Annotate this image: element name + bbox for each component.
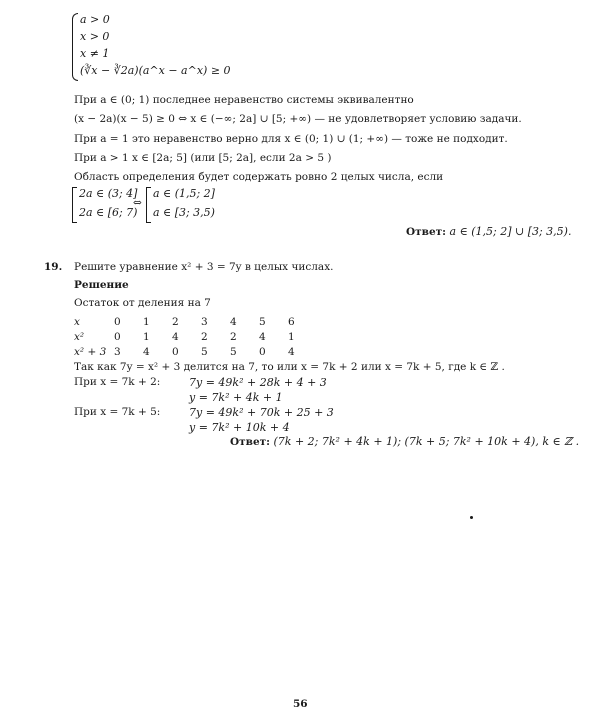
condition-right-1: a ∈ (1,5; 2] xyxy=(153,187,215,200)
answer-1 xyxy=(406,225,571,238)
table-cell: 4 xyxy=(230,315,237,328)
table-cell: 1 xyxy=(143,330,150,343)
table-cell: 5 xyxy=(201,345,208,358)
answer-2-value: (7k + 2; 7k² + 4k + 1); (7k + 5; 7k² + 10k + 4), k ∈ ℤ . xyxy=(270,435,580,448)
problem-number: 19. xyxy=(44,261,63,273)
answer-1-value: a ∈ (1,5; 2] ∪ [3; 3,5). xyxy=(446,225,572,238)
table-cell: 2 xyxy=(230,330,237,343)
page-number: 56 xyxy=(293,698,308,710)
table-cell: 2 xyxy=(201,330,208,343)
case-2-equation-1: 7y = 49k² + 70k + 25 + 3 xyxy=(189,406,334,419)
condition-left-2: 2a ∈ [6; 7) xyxy=(79,206,138,219)
equivalence-arrow: ⇔ xyxy=(133,197,142,209)
answer-2 xyxy=(230,435,579,448)
table-row-head: x² xyxy=(74,330,85,343)
table-row-head: x xyxy=(74,315,80,328)
system-line-2: x > 0 xyxy=(80,30,110,43)
paragraph-case-a-greater-1: При a > 1 x ∈ [2a; 5] (или [5; 2a], если 2a > 5 ) xyxy=(74,152,332,164)
table-cell: 1 xyxy=(288,330,295,343)
table-cell: 6 xyxy=(288,315,295,328)
table-cell: 3 xyxy=(114,345,121,358)
table-cell: 4 xyxy=(259,330,266,343)
system-line-4: (∛x − ∛2a)(a^x − a^x) ≥ 0 xyxy=(80,64,231,77)
case-2-equation-2: y = 7k² + 10k + 4 xyxy=(189,421,290,434)
answer-1-label: Ответ: xyxy=(406,226,447,238)
condition-left-1: 2a ∈ (3; 4] xyxy=(79,187,138,200)
case-1-label: При x = 7k + 2: xyxy=(74,376,161,388)
table-cell: 0 xyxy=(259,345,266,358)
system-line-3: x ≠ 1 xyxy=(80,47,110,60)
condition-right-2: a ∈ [3; 3,5) xyxy=(153,206,215,219)
table-cell: 4 xyxy=(143,345,150,358)
answer-2-label: Ответ: xyxy=(230,436,271,448)
table-cell: 5 xyxy=(259,315,266,328)
table-cell: 4 xyxy=(172,330,179,343)
table-cell: 0 xyxy=(172,345,179,358)
condition-right-bracket xyxy=(146,187,151,223)
paragraph-case-a-equals-1: При a = 1 это неравенство верно для x ∈ (0; 1) ∪ (1; +∞) — тоже не подходит. xyxy=(74,133,508,145)
table-cell: 3 xyxy=(201,315,208,328)
table-cell: 2 xyxy=(172,315,179,328)
derivation-since: Так как 7y = x² + 3 делится на 7, то или x = 7k + 2 или x = 7k + 5, где k ∈ ℤ . xyxy=(74,361,505,373)
condition-left-bracket xyxy=(72,187,77,223)
remainder-table xyxy=(74,314,317,359)
table-cell: 5 xyxy=(230,345,237,358)
paragraph-equivalent-inequality: (x − 2a)(x − 5) ≥ 0 ⇔ x ∈ (−∞; 2a] ∪ [5; +∞) — не удовлетворяет условию задачи. xyxy=(74,113,522,125)
print-speck xyxy=(470,516,473,519)
paragraph-case-a-less-1: При a ∈ (0; 1) последнее неравенство системы эквивалентно xyxy=(74,94,414,106)
table-cell: 0 xyxy=(114,330,121,343)
paragraph-domain-condition: Область определения будет содержать ровно 2 целых числа, если xyxy=(74,171,444,183)
table-cell: 1 xyxy=(143,315,150,328)
remainder-title: Остаток от деления на 7 xyxy=(74,297,211,309)
table-row xyxy=(74,314,317,329)
table-cell: 4 xyxy=(288,345,295,358)
table-row xyxy=(74,344,317,359)
table-cell: 0 xyxy=(114,315,121,328)
solution-heading: Решение xyxy=(74,279,129,291)
table-row xyxy=(74,329,317,344)
case-1-equation-1: 7y = 49k² + 28k + 4 + 3 xyxy=(189,376,327,389)
system-line-1: a > 0 xyxy=(80,13,110,26)
case-2-label: При x = 7k + 5: xyxy=(74,406,161,418)
problem-statement: Решите уравнение x² + 3 = 7y в целых числах. xyxy=(74,261,334,273)
table-row-head: x² + 3 xyxy=(74,345,107,358)
case-1-equation-2: y = 7k² + 4k + 1 xyxy=(189,391,283,404)
system-brace xyxy=(72,13,78,81)
